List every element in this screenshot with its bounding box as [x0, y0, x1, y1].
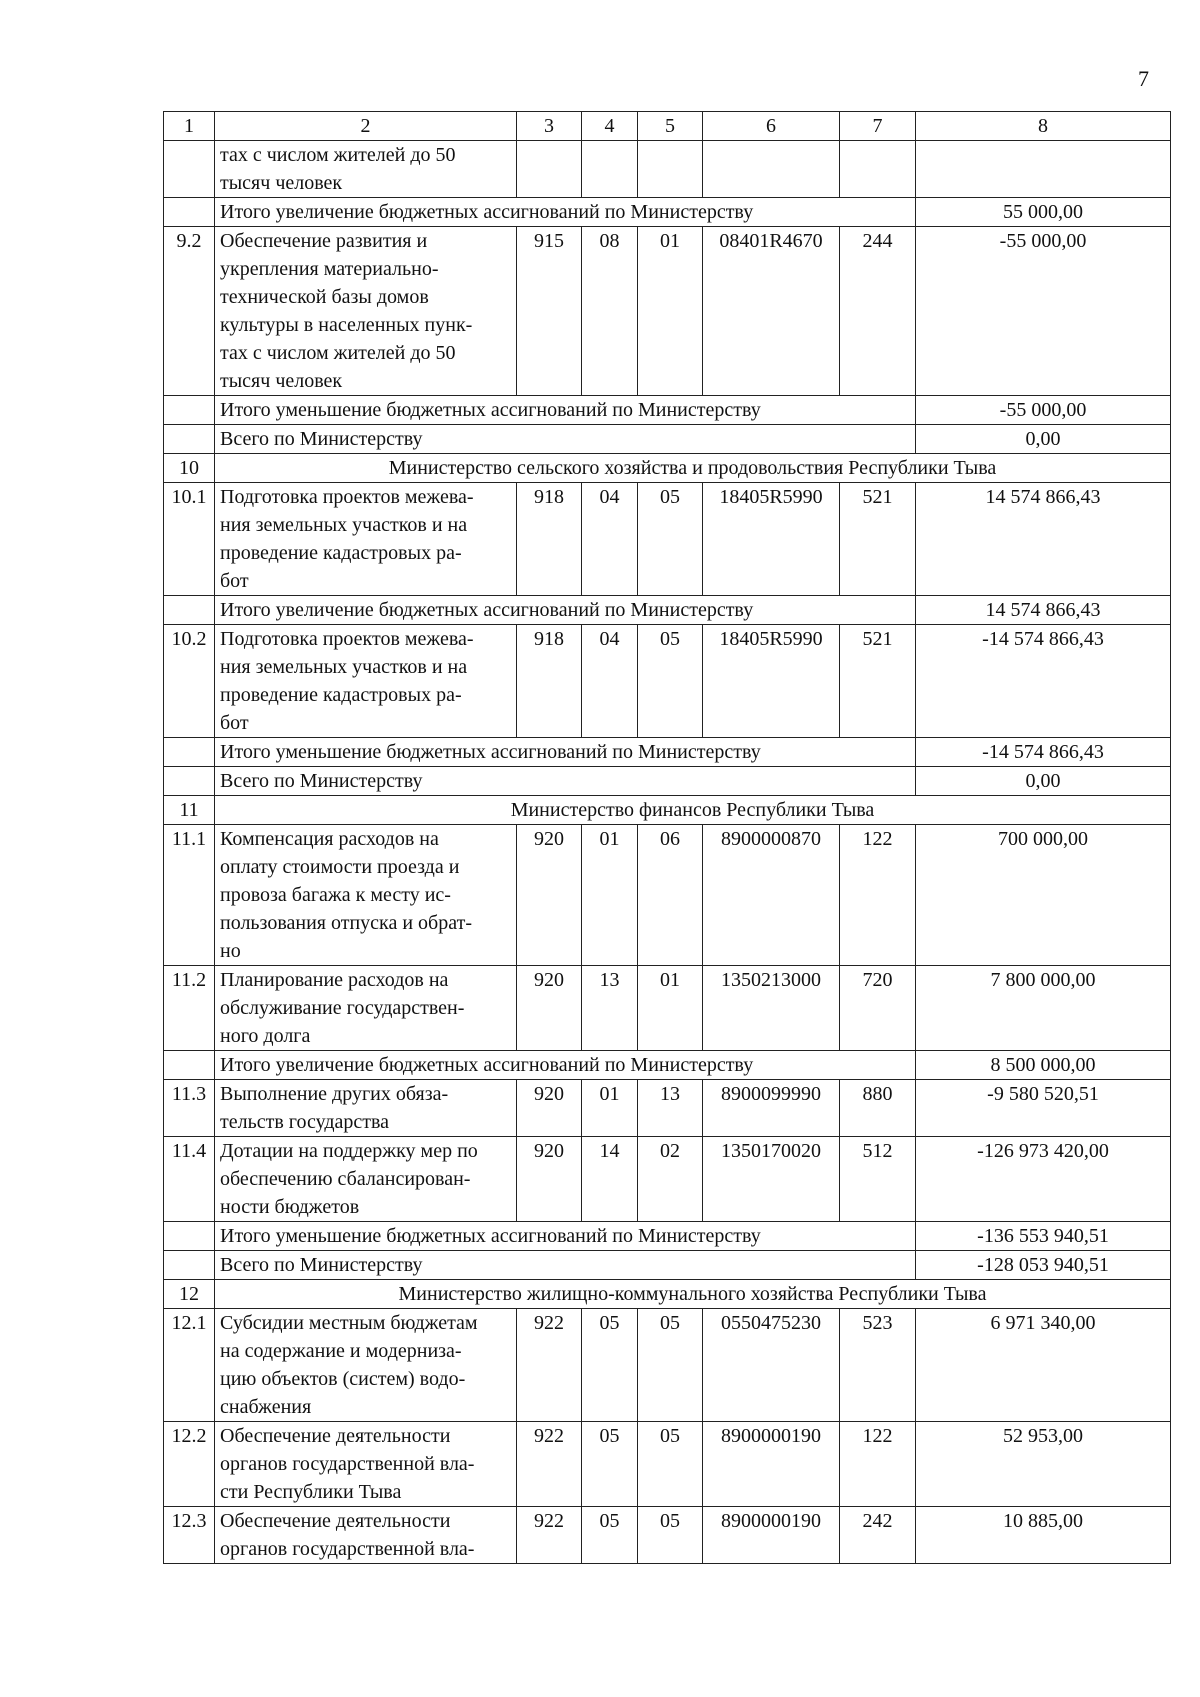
summary-label: Итого уменьшение бюджетных ассигнований по Министерству	[215, 396, 916, 425]
summary-number-cell	[164, 1222, 215, 1251]
ministry-header-row	[164, 454, 1171, 483]
summary-row	[164, 1251, 1171, 1280]
item-description: Дотации на поддержку мер по обеспечению сбалансирован- ности бюджетов	[215, 1137, 517, 1222]
header-cell: 3	[517, 112, 582, 141]
item-number: 12.3	[164, 1507, 215, 1564]
item-target-article: 08401R4670	[703, 227, 840, 396]
summary-label: Итого увеличение бюджетных ассигнований по Министерству	[215, 1051, 916, 1080]
budget-item-row	[164, 1309, 1171, 1422]
budget-item-row	[164, 1137, 1171, 1222]
summary-row	[164, 1222, 1171, 1251]
ministry-number: 11	[164, 796, 215, 825]
item-number: 10.1	[164, 483, 215, 596]
item-section-code: 05	[582, 1507, 638, 1564]
summary-amount: 8 500 000,00	[916, 1051, 1171, 1080]
summary-amount: -136 553 940,51	[916, 1222, 1171, 1251]
header-cell: 8	[916, 112, 1171, 141]
budget-item-row	[164, 1422, 1171, 1507]
summary-row	[164, 596, 1171, 625]
item-section-code: 08	[582, 227, 638, 396]
summary-row	[164, 738, 1171, 767]
item-expense-type: 122	[840, 825, 916, 966]
item-ministry-code: 920	[517, 1080, 582, 1137]
item-section-code: 01	[582, 1080, 638, 1137]
summary-amount: -55 000,00	[916, 396, 1171, 425]
item-subsection-code: 05	[638, 1507, 703, 1564]
summary-amount: 14 574 866,43	[916, 596, 1171, 625]
item-expense-type: 521	[840, 625, 916, 738]
budget-item-row	[164, 227, 1171, 396]
item-ministry-code: 922	[517, 1309, 582, 1422]
item-number	[164, 141, 215, 198]
item-subsection-code: 02	[638, 1137, 703, 1222]
item-subsection-code: 13	[638, 1080, 703, 1137]
item-number: 12.2	[164, 1422, 215, 1507]
item-number: 9.2	[164, 227, 215, 396]
summary-row	[164, 396, 1171, 425]
item-description: Субсидии местным бюджетам на содержание и модерниза- цию объектов (систем) водо- снабжения	[215, 1309, 517, 1422]
item-target-article: 8900099990	[703, 1080, 840, 1137]
item-description: Подготовка проектов межева- ния земельных участков и на проведение кадастровых ра- бот	[215, 483, 517, 596]
item-number: 11.4	[164, 1137, 215, 1222]
summary-row	[164, 425, 1171, 454]
header-cell: 1	[164, 112, 215, 141]
budget-item-row	[164, 141, 1171, 198]
summary-row	[164, 767, 1171, 796]
item-expense-type: 880	[840, 1080, 916, 1137]
item-subsection-code: 05	[638, 1422, 703, 1507]
summary-number-cell	[164, 767, 215, 796]
summary-label: Итого уменьшение бюджетных ассигнований по Министерству	[215, 1222, 916, 1251]
item-number: 11.2	[164, 966, 215, 1051]
item-section-code: 05	[582, 1422, 638, 1507]
item-amount: 10 885,00	[916, 1507, 1171, 1564]
ministry-title: Министерство финансов Республики Тыва	[215, 796, 1171, 825]
item-section-code: 13	[582, 966, 638, 1051]
item-target-article: 18405R5990	[703, 483, 840, 596]
item-subsection-code: 01	[638, 966, 703, 1051]
summary-label: Всего по Министерству	[215, 1251, 916, 1280]
item-target-article: 0550475230	[703, 1309, 840, 1422]
item-section-code: 01	[582, 825, 638, 966]
item-subsection-code	[638, 141, 703, 198]
summary-label: Всего по Министерству	[215, 767, 916, 796]
budget-item-row	[164, 1080, 1171, 1137]
ministry-header-row	[164, 1280, 1171, 1309]
summary-amount: -14 574 866,43	[916, 738, 1171, 767]
summary-amount: -128 053 940,51	[916, 1251, 1171, 1280]
ministry-title: Министерство сельского хозяйства и продовольствия Республики Тыва	[215, 454, 1171, 483]
item-target-article: 8900000190	[703, 1422, 840, 1507]
item-amount	[916, 141, 1171, 198]
item-amount: -126 973 420,00	[916, 1137, 1171, 1222]
item-expense-type: 512	[840, 1137, 916, 1222]
summary-number-cell	[164, 1051, 215, 1080]
ministry-number: 12	[164, 1280, 215, 1309]
item-subsection-code: 05	[638, 1309, 703, 1422]
item-amount: -14 574 866,43	[916, 625, 1171, 738]
item-ministry-code	[517, 141, 582, 198]
item-number: 11.3	[164, 1080, 215, 1137]
item-expense-type: 720	[840, 966, 916, 1051]
summary-number-cell	[164, 1251, 215, 1280]
item-ministry-code: 922	[517, 1422, 582, 1507]
item-description: Обеспечение деятельности органов государственной вла- сти Республики Тыва	[215, 1422, 517, 1507]
item-target-article	[703, 141, 840, 198]
item-section-code: 04	[582, 625, 638, 738]
ministry-title: Министерство жилищно-коммунального хозяйства Республики Тыва	[215, 1280, 1171, 1309]
item-ministry-code: 920	[517, 1137, 582, 1222]
item-description: Подготовка проектов межева- ния земельных участков и на проведение кадастровых ра- бот	[215, 625, 517, 738]
item-expense-type	[840, 141, 916, 198]
item-description: Обеспечение развития и укрепления материально- технической базы домов культуры в населенных пунк- тах с числом жителей до 50 тысяч человек	[215, 227, 517, 396]
budget-item-row	[164, 966, 1171, 1051]
item-section-code: 04	[582, 483, 638, 596]
summary-row	[164, 1051, 1171, 1080]
table-body	[164, 112, 1171, 1564]
summary-number-cell	[164, 425, 215, 454]
item-ministry-code: 915	[517, 227, 582, 396]
budget-item-row	[164, 625, 1171, 738]
ministry-number: 10	[164, 454, 215, 483]
item-target-article: 1350213000	[703, 966, 840, 1051]
item-subsection-code: 06	[638, 825, 703, 966]
header-cell: 2	[215, 112, 517, 141]
item-amount: 7 800 000,00	[916, 966, 1171, 1051]
page-number: 7	[1138, 66, 1149, 91]
item-expense-type: 521	[840, 483, 916, 596]
item-description: Планирование расходов на обслуживание государствен- ного долга	[215, 966, 517, 1051]
item-amount: -55 000,00	[916, 227, 1171, 396]
summary-number-cell	[164, 596, 215, 625]
item-description: тах с числом жителей до 50 тысяч человек	[215, 141, 517, 198]
item-target-article: 8900000190	[703, 1507, 840, 1564]
item-expense-type: 122	[840, 1422, 916, 1507]
item-target-article: 18405R5990	[703, 625, 840, 738]
summary-amount: 0,00	[916, 767, 1171, 796]
item-subsection-code: 05	[638, 625, 703, 738]
summary-label: Всего по Министерству	[215, 425, 916, 454]
item-expense-type: 244	[840, 227, 916, 396]
item-section-code: 14	[582, 1137, 638, 1222]
header-cell: 6	[703, 112, 840, 141]
item-number: 12.1	[164, 1309, 215, 1422]
item-amount: -9 580 520,51	[916, 1080, 1171, 1137]
item-amount: 14 574 866,43	[916, 483, 1171, 596]
item-number: 11.1	[164, 825, 215, 966]
summary-amount: 0,00	[916, 425, 1171, 454]
summary-number-cell	[164, 738, 215, 767]
item-ministry-code: 918	[517, 625, 582, 738]
header-cell: 4	[582, 112, 638, 141]
ministry-header-row	[164, 796, 1171, 825]
summary-label: Итого увеличение бюджетных ассигнований по Министерству	[215, 198, 916, 227]
item-amount: 52 953,00	[916, 1422, 1171, 1507]
table-header-row	[164, 112, 1171, 141]
item-number: 10.2	[164, 625, 215, 738]
budget-item-row	[164, 1507, 1171, 1564]
item-amount: 700 000,00	[916, 825, 1171, 966]
item-section-code: 05	[582, 1309, 638, 1422]
item-description: Обеспечение деятельности органов государственной вла-	[215, 1507, 517, 1564]
budget-table	[163, 111, 1171, 1564]
item-description: Компенсация расходов на оплату стоимости проезда и провоза багажа к месту ис- пользования отпуска и обрат- но	[215, 825, 517, 966]
item-amount: 6 971 340,00	[916, 1309, 1171, 1422]
summary-row	[164, 198, 1171, 227]
item-target-article: 8900000870	[703, 825, 840, 966]
item-expense-type: 242	[840, 1507, 916, 1564]
item-ministry-code: 918	[517, 483, 582, 596]
item-ministry-code: 920	[517, 825, 582, 966]
summary-number-cell	[164, 396, 215, 425]
item-target-article: 1350170020	[703, 1137, 840, 1222]
item-subsection-code: 01	[638, 227, 703, 396]
item-subsection-code: 05	[638, 483, 703, 596]
item-ministry-code: 922	[517, 1507, 582, 1564]
summary-amount: 55 000,00	[916, 198, 1171, 227]
header-cell: 5	[638, 112, 703, 141]
summary-number-cell	[164, 198, 215, 227]
summary-label: Итого увеличение бюджетных ассигнований по Министерству	[215, 596, 916, 625]
item-expense-type: 523	[840, 1309, 916, 1422]
budget-item-row	[164, 825, 1171, 966]
item-section-code	[582, 141, 638, 198]
header-cell: 7	[840, 112, 916, 141]
item-ministry-code: 920	[517, 966, 582, 1051]
summary-label: Итого уменьшение бюджетных ассигнований по Министерству	[215, 738, 916, 767]
budget-item-row	[164, 483, 1171, 596]
item-description: Выполнение других обяза- тельств государства	[215, 1080, 517, 1137]
